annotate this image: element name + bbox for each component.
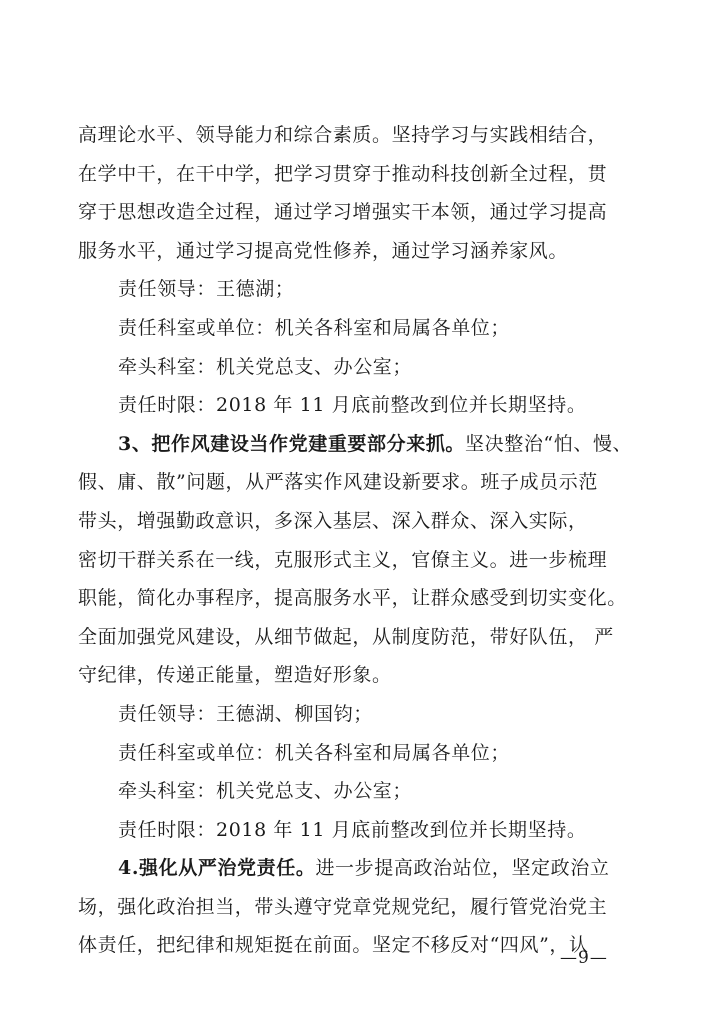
responsible-units-1: 责任科室或单位：机关各科室和局属各单位； — [118, 316, 511, 339]
responsible-leader-1: 责任领导：王德湖； — [118, 278, 295, 301]
paragraph-line: 穿于思想改造全过程，通过学习增强实干本领，通过学习提高 — [78, 201, 608, 224]
paragraph-line: 服务水平，通过学习提高党性修养，通过学习涵养家风。 — [78, 239, 569, 262]
paragraph-line: 体责任，把纪律和规矩挺在前面。坚定不移反对“四风”，认 — [78, 934, 589, 957]
item-4-heading: 4.强化从严治党责任。 — [118, 857, 316, 880]
responsible-units-2: 责任科室或单位：机关各科室和局属各单位； — [118, 741, 511, 764]
paragraph-line: 守纪律，传递正能量，塑造好形象。 — [78, 664, 392, 687]
paragraph-line: 全面加强党风建设，从细节做起，从制度防范，带好队伍， 严 — [78, 625, 614, 648]
paragraph-line: 职能，简化办事程序，提高服务水平，让群众感受到切实变化。 — [78, 587, 627, 610]
paragraph-line: 场，强化政治担当，带头遵守党章党规党纪，履行管党治党主 — [78, 895, 608, 918]
paragraph-line: 在学中干，在干中学，把学习贯穿于推动科技创新全过程，贯 — [78, 162, 608, 185]
item-3-first-line-text: 坚决整治“怕、慢、 — [465, 432, 633, 455]
item-3-heading: 3、把作风建设当作党建重要部分来抓。 — [118, 432, 466, 455]
paragraph-line: 带头，增强勤政意识，多深入基层、深入群众、深入实际， — [78, 509, 588, 532]
lead-office-1: 牵头科室：机关党总支、办公室； — [118, 355, 413, 378]
deadline-2: 责任时限：2018 年 11 月底前整改到位并长期坚持。 — [118, 818, 587, 841]
item-4-first-line — [78, 849, 618, 888]
deadline-1: 责任时限：2018 年 11 月底前整改到位并长期坚持。 — [118, 394, 587, 417]
lead-office-2: 牵头科室：机关党总支、办公室； — [118, 780, 413, 803]
document-body — [78, 116, 633, 965]
paragraph-line: 假、庸、散”问题，从严落实作风建设新要求。班子成员示范 — [78, 471, 598, 494]
paragraph-line: 高理论水平、领导能力和综合素质。坚持学习与实践相结合， — [78, 124, 608, 146]
paragraph-line: 密切干群关系在一线，克服形式主义，官僚主义。进一步梳理 — [78, 548, 608, 571]
responsible-leader-2: 责任领导：王德湖、柳国钧； — [118, 702, 373, 725]
item-4-first-line-text: 进一步提高政治站位，坚定政治立 — [315, 857, 610, 880]
page-number: —9— — [560, 948, 608, 968]
item-3-first-line — [78, 425, 633, 464]
